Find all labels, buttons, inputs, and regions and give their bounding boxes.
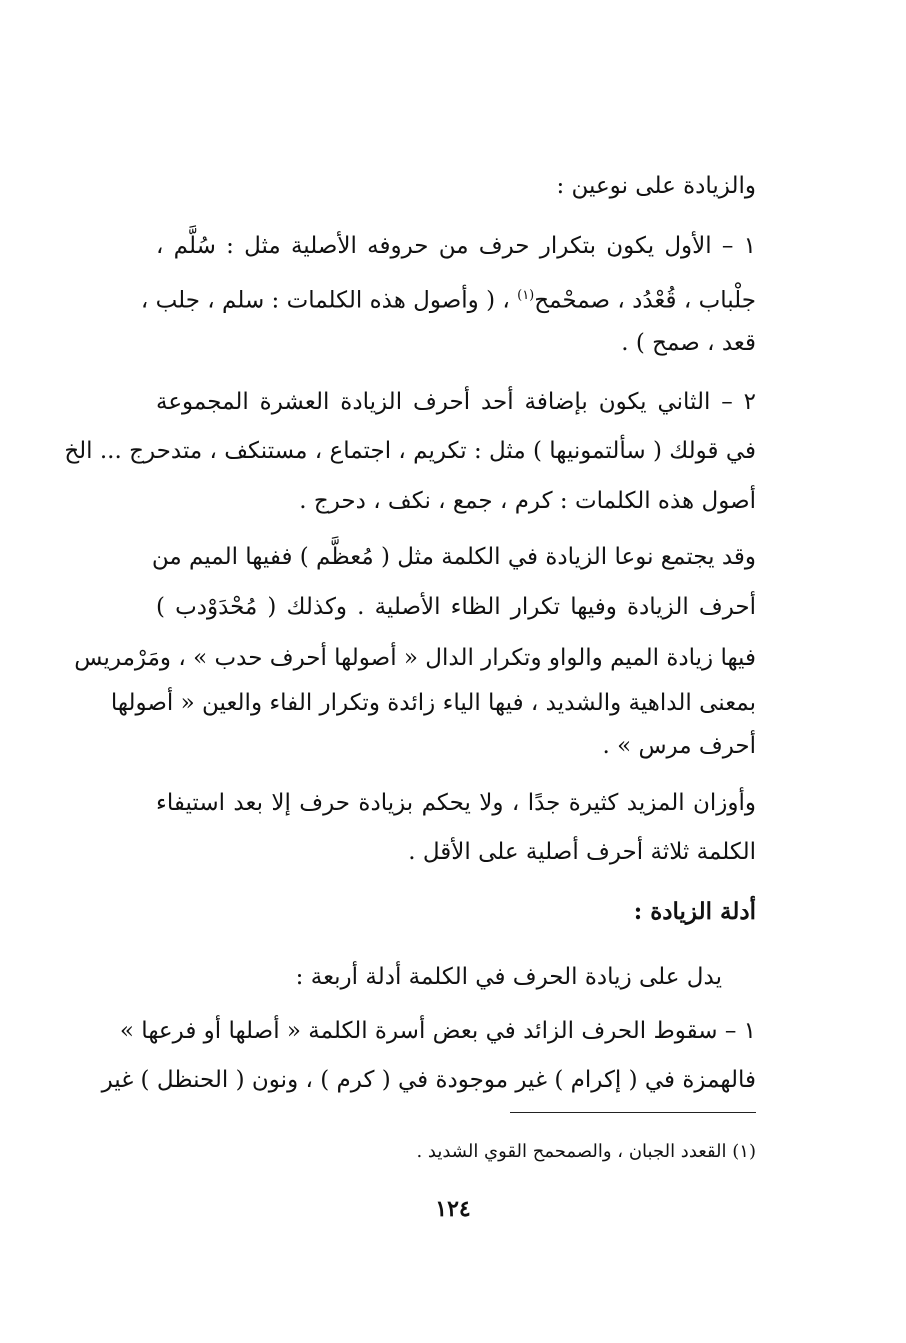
page-number: ١٢٤: [435, 1196, 471, 1222]
text-line: أصول هذه الكلمات : كرم ، جمع ، نكف ، دحرج .: [299, 488, 756, 514]
text-line: أحرف مرس » .: [602, 733, 756, 759]
footnote-marker: (١): [517, 288, 535, 303]
text-line: ٢ – الثاني يكون بإضافة أحد أحرف الزيادة العشرة المجموعة: [156, 389, 756, 415]
text-line: فالهمزة في ( إكرام ) غير موجودة في ( كرم ) ، ونون ( الحنظل ) غير: [101, 1067, 756, 1093]
text-line: ١ – سقوط الحرف الزائد في بعض أسرة الكلمة « أصلها أو فرعها »: [119, 1018, 756, 1044]
text-line: يدل على زيادة الحرف في الكلمة أدلة أربعة :: [295, 964, 722, 990]
text-segment: جلْباب ، قُعْدُد ، صمحْمح: [534, 287, 756, 314]
text-line: قعد ، صمح ) .: [621, 330, 756, 356]
text-line: الكلمة ثلاثة أحرف أصلية على الأقل .: [408, 839, 756, 865]
text-line-with-footnote: [140, 276, 756, 316]
footnote: (١) القعدد الجبان ، والصمحمح القوي الشديد .: [416, 1141, 756, 1162]
text-line: ١ – الأول يكون بتكرار حرف من حروفه الأصلية مثل : سُلَّم ،: [156, 233, 756, 259]
footnote-divider: [510, 1112, 756, 1113]
text-line: وقد يجتمع نوعا الزيادة في الكلمة مثل ( مُعظَّم ) ففيها الميم من: [151, 544, 756, 570]
section-heading: أدلة الزيادة :: [633, 898, 756, 925]
text-line: في قولك ( سألتمونيها ) مثل : تكريم ، اجتماع ، مستنكف ، متدحرج ... الخ: [64, 438, 756, 464]
text-line: أحرف الزيادة وفيها تكرار الظاء الأصلية . وكذلك ( مُحْدَوْدب ): [156, 594, 756, 620]
text-line: وأوزان المزيد كثيرة جدًا ، ولا يحكم بزيادة حرف إلا بعد استيفاء: [156, 790, 756, 816]
text-line: بمعنى الداهية والشديد ، فيها الياء زائدة وتكرار الفاء والعين « أصولها: [110, 690, 756, 716]
text-segment: ، ( وأصول هذه الكلمات : سلم ، جلب ،: [140, 287, 510, 314]
text-line: فيها زيادة الميم والواو وتكرار الدال « أصولها أحرف حدب » ، ومَرْمريس: [74, 645, 756, 671]
text-line: والزيادة على نوعين :: [556, 173, 756, 199]
